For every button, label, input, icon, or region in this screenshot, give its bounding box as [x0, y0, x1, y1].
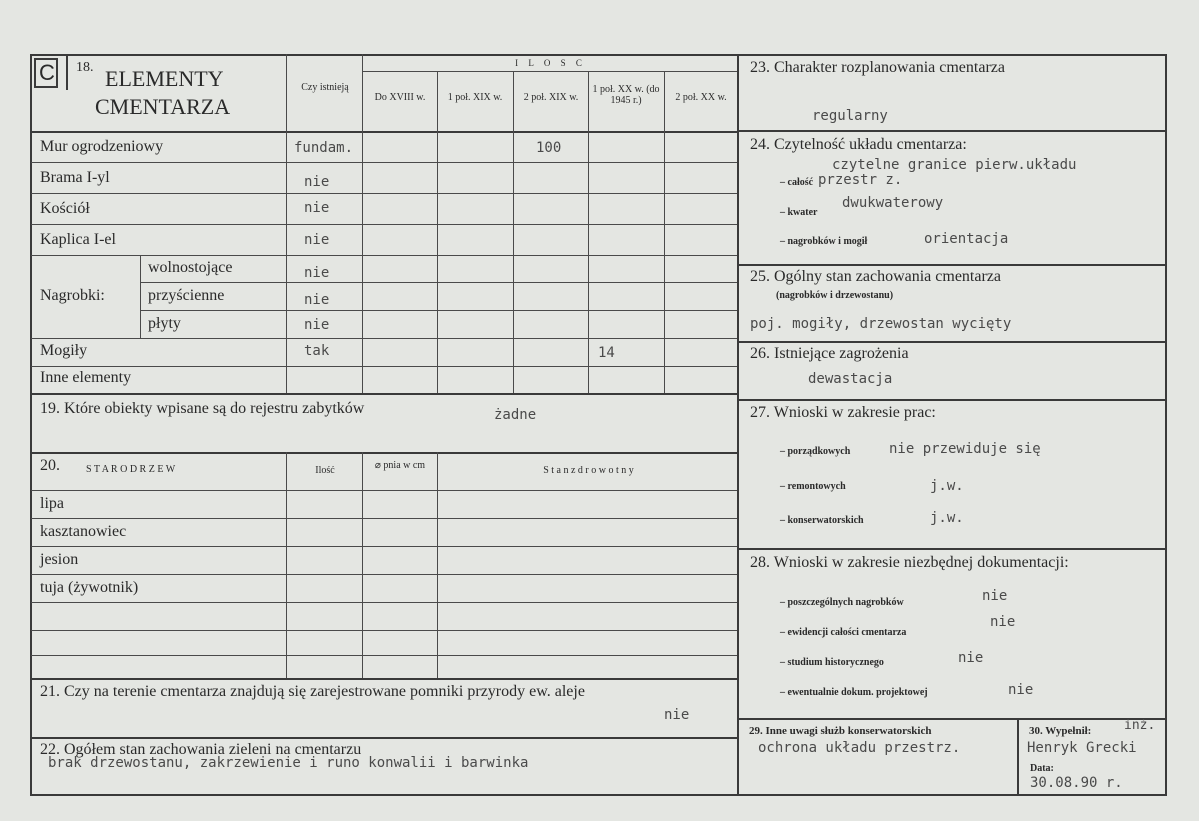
col-line: [437, 71, 438, 393]
row-line: [31, 338, 737, 339]
element-label: Mogiły: [40, 342, 88, 359]
col-line: [1017, 718, 1019, 796]
title-line1: ELEMENTY: [105, 66, 224, 91]
section-line: [31, 737, 737, 739]
element-exists: nie: [304, 317, 330, 333]
section-line: [737, 341, 1166, 343]
s25-sub: (nagrobków i drzewostanu): [776, 290, 894, 301]
section-number: 18.: [76, 60, 94, 75]
element-exists: nie: [304, 200, 330, 216]
s30-label: 30. Wypełnił:: [1029, 725, 1092, 737]
s23-answer: regularny: [812, 108, 888, 124]
period-header-5: 2 poł. XX w.: [675, 92, 727, 103]
col-line: [664, 71, 665, 393]
s28-row-label: – studium historycznego: [780, 657, 884, 668]
s29-question: 29. Inne uwagi służb konserwatorskich: [749, 725, 932, 737]
s24-row1-label: – całość: [780, 177, 814, 188]
col-exists-header: Czy istnieją: [301, 82, 349, 93]
s28-row-value: nie: [990, 614, 1016, 630]
s21-question: 21. Czy na terenie cmentarza znajdują się zarejestrowane pomniki przyrody ew. aleje: [40, 683, 585, 700]
element-label: przyścienne: [148, 287, 225, 304]
section-line: [31, 452, 737, 454]
row-line: [31, 255, 737, 256]
element-label: Mur ogrodzeniowy: [40, 138, 164, 155]
s21-answer: nie: [664, 707, 690, 723]
s27-row-value: nie przewiduje się: [889, 441, 1041, 457]
row-line: [31, 630, 737, 631]
ilosc-divider: [362, 71, 737, 72]
element-label: Inne elementy: [40, 369, 132, 386]
element-qty: 14: [598, 345, 615, 361]
section-line: [737, 399, 1166, 401]
divider-main: [737, 54, 739, 796]
row-line: [31, 193, 737, 194]
s28-question: 28. Wnioski w zakresie niezbędnej dokumentacji:: [750, 554, 1069, 571]
section-line: [737, 130, 1166, 132]
nagrobki-label: Nagrobki:: [40, 287, 105, 304]
period-header-2: 1 poł. XIX w.: [447, 92, 503, 103]
row-line: [31, 393, 737, 395]
col-line: [588, 71, 589, 393]
section-line: [737, 264, 1166, 266]
s24-row1-value: przestr z.: [818, 172, 903, 188]
col-line: [286, 452, 287, 678]
section-line: [737, 548, 1166, 550]
s29-answer: ochrona układu przestrz.: [758, 740, 961, 756]
s22-question: 22. Ogółem stan zachowania zieleni na cmentarzu: [40, 741, 362, 758]
s27-row-label: – remontowych: [780, 481, 846, 492]
title-line2: CMENTARZA: [95, 94, 231, 119]
s27-row-value: j.w.: [930, 510, 964, 526]
element-exists: nie: [304, 265, 330, 281]
row-line: [31, 224, 737, 225]
s24-row3-value: orientacja: [924, 231, 1009, 247]
tree-row: tuja (żywotnik): [40, 579, 139, 596]
element-label: Brama I-yl: [40, 169, 110, 186]
s28-row-value: nie: [982, 588, 1008, 604]
s22-answer: brak drzewostanu, zakrzewienie i runo konwalii i barwinka: [48, 755, 529, 771]
s28-row-label: – poszczególnych nagrobków: [780, 597, 904, 608]
s24-row2-value: dwukwaterowy: [842, 195, 944, 211]
col-line: [140, 255, 141, 338]
section-letter-box: [34, 58, 58, 88]
col-line: [437, 452, 438, 678]
s24-answer-top: czytelne granice pierw.układu: [832, 157, 1077, 173]
s27-row-label: – porządkowych: [780, 446, 851, 457]
row-line: [31, 574, 737, 575]
s20-col-count: Ilość: [315, 465, 335, 476]
s25-question: 25. Ogólny stan zachowania cmentarza: [750, 268, 1002, 285]
s23-question: 23. Charakter rozplanowania cmentarza: [750, 59, 1005, 76]
letter-divider: [66, 56, 68, 90]
element-label: płyty: [148, 315, 181, 332]
tree-row: lipa: [40, 495, 64, 512]
col-line: [362, 452, 363, 678]
row-line: [31, 602, 737, 603]
s28-row-value: nie: [1008, 682, 1034, 698]
element-exists: nie: [304, 174, 330, 190]
s24-row3-label: – nagrobków i mogił: [780, 236, 868, 247]
row-line: [31, 518, 737, 519]
period-header-3: 2 poł. XIX w.: [523, 92, 579, 103]
tree-row: kasztanowiec: [40, 523, 127, 540]
s30-title: inż.: [1124, 718, 1156, 733]
s19-question: 19. Które obiekty wpisane są do rejestru zabytków: [40, 400, 365, 417]
section-letter: C: [39, 60, 55, 85]
s27-question: 27. Wnioski w zakresie prac:: [750, 404, 936, 421]
s26-question: 26. Istniejące zagrożenia: [750, 345, 909, 362]
element-label: Kościół: [40, 200, 90, 217]
section-line: [31, 678, 737, 680]
period-header-4: 1 poł. XX w. (do 1945 r.): [592, 84, 660, 106]
element-exists: fundam.: [294, 140, 354, 156]
element-exists: nie: [304, 232, 330, 248]
row-line: [31, 366, 737, 367]
row-line: [31, 546, 737, 547]
row-line: [140, 310, 737, 311]
s30-date-label: Data:: [1030, 763, 1054, 774]
s28-row-label: – ewentualnie dokum. projektowej: [780, 687, 928, 698]
s20-col-diam: ⌀ pnia w cm: [374, 460, 426, 471]
s25-answer: poj. mogiły, drzewostan wycięty: [750, 316, 1012, 332]
s19-answer: żadne: [494, 407, 537, 423]
s20-col-health: S t a n z d r o w o t n y: [543, 465, 634, 476]
s28-row-value: nie: [958, 650, 984, 666]
s30-name: Henryk Grecki: [1027, 740, 1137, 756]
period-header-1: Do XVIII w.: [374, 92, 426, 103]
col-line: [286, 54, 287, 393]
s24-question: 24. Czytelność układu cmentarza:: [750, 136, 967, 153]
element-exists: nie: [304, 292, 330, 308]
element-qty: 100: [536, 140, 562, 156]
ilosc-header: I L O S C: [515, 58, 586, 68]
element-exists: tak: [304, 343, 330, 359]
row-line: [31, 655, 737, 656]
element-label: wolnostojące: [148, 259, 233, 276]
row-line: [140, 282, 737, 283]
s20-number: 20.: [40, 457, 60, 474]
col-line: [513, 71, 514, 393]
s28-row-label: – ewidencji całości cmentarza: [780, 627, 907, 638]
row-line: [31, 162, 737, 163]
s30-date: 30.08.90 r.: [1030, 775, 1123, 791]
s27-row-value: j.w.: [930, 478, 964, 494]
header-bottom: [31, 131, 737, 133]
s24-row2-label: – kwater: [780, 207, 818, 218]
section-line: [737, 718, 1166, 720]
s27-row-label: – konserwatorskich: [780, 515, 864, 526]
col-line: [362, 54, 363, 393]
tree-row: jesion: [40, 551, 79, 568]
element-label: Kaplica I-el: [40, 231, 116, 248]
s26-answer: dewastacja: [808, 371, 893, 387]
row-line: [31, 490, 737, 491]
s20-title: S T A R O D R Z E W: [86, 464, 176, 475]
